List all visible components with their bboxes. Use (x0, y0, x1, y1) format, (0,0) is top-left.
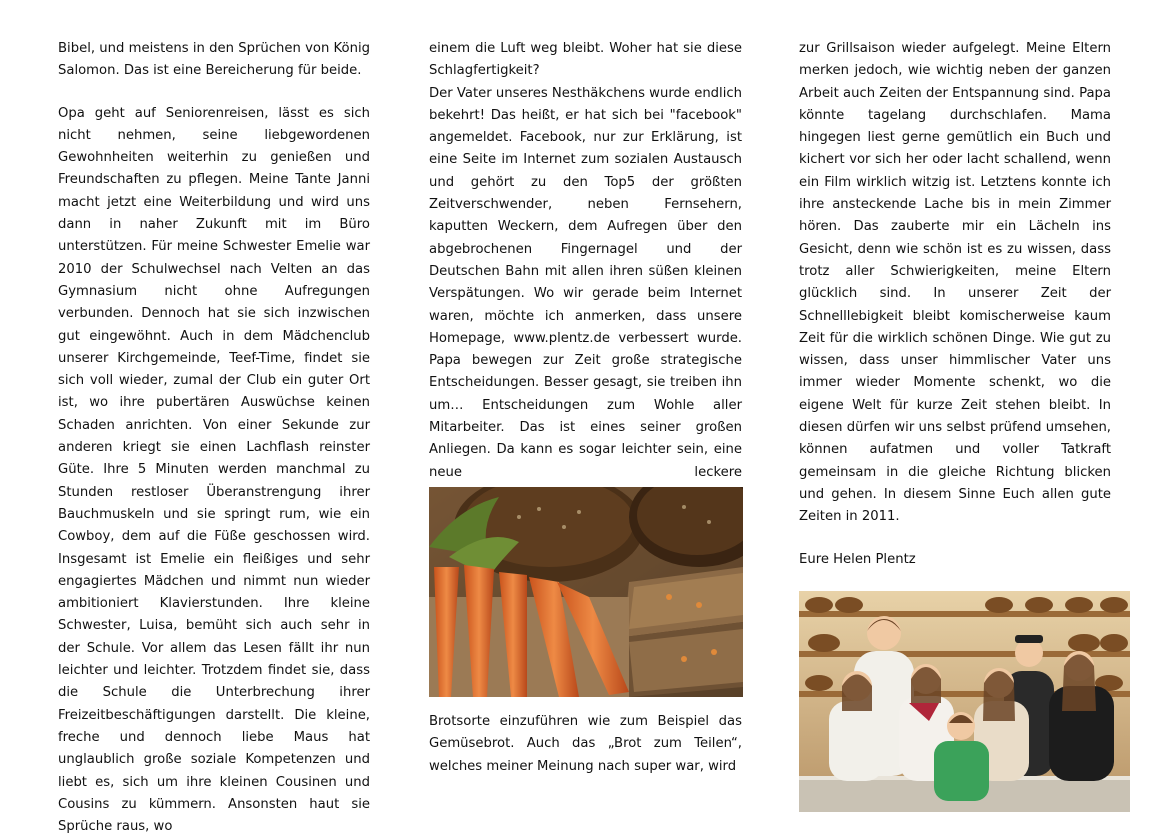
text-column-2 (429, 38, 742, 778)
paragraph: Der Vater unseres Nesthäkchens wurde endlich bekehrt! Das heißt, er hat sich bei "facebook" angemeldet. Facebook, nur zur Erklärung, ist eine Seite im Internet zum sozialen Austausch und gehört zu den Top5 der größten Zeitverschwender, neben Fernsehern, kaputten Weckern, dem Aufregen über den abgebrochenen Fingernagel und der Deutschen Bahn mit allen ihren süßen kleinen Verspätungen. Wo wir gerade beim Internet waren, möchte ich anmerken, dass unsere Homepage, www.plentz.de verbessert wurde. Papa bewegen zur Zeit große strategische Entscheidungen. Besser gesagt, sie treiben ihn um… Entscheidungen zum Wohle aller Mitarbeiter. Das ist eines seiner großen Anliegen. Da kann es sogar leichter sein, eine neue leckere (429, 85, 742, 480)
text-column-1 (58, 38, 370, 838)
paragraph: Bibel, und meistens in den Sprüchen von König Salomon. Das ist eine Bereicherung für beide. (58, 41, 370, 79)
family-bakery-photo (799, 591, 1130, 812)
bread-carrots-photo (429, 487, 743, 697)
paragraph: Opa geht auf Seniorenreisen, lässt es sich nicht nehmen, seine liebgewordenen Gewohnheiten weiterhin zu genießen und Freundschaften zu pflegen. Meine Tante Janni macht jetzt eine Weiterbildung und wird uns dann in naher Zukunft mit im Büro unterstützen. Für meine Schwester Emelie war 2010 der Schulwechsel nach Velten an das Gymnasium nicht ohne Aufregungen verbunden. Dennoch hat sie sich inzwischen gut eingewöhnt. Auch in dem Mädchenclub unserer Kirchgemeinde, Teef-Time, findet sie sich voll wieder, zumal der Club ein guter Ort ist, wo ihre pubertären Auswüchse keinen Schaden anrichten. Von einer Sekunde zur anderen kriegt sie einen Lachflash reinster Güte. Ihre 5 Minuten werden manchmal zu Stunden restloser Überanstrengung ihrer Bauchmuskeln und sie springt rum, wie ein Cowboy, dem auf die Füße geschossen wird. Insgesamt ist Emelie ein fleißiges und sehr engagiertes Mädchen und nimmt nun wieder ambitioniert Klavierstunden. Ihre kleine Schwester, Luisa, bemüht sich auch sehr in der Schule. Vor allem das Lesen fällt ihr nun leichter und leichter. Trotzdem findet sie, dass die Schule die Unterbrechung ihrer Freizeitbeschäftigungen darstellt. Die kleine, freche und dennoch liebe Maus hat unglaublich große soziale Kompetenzen und liebt es, sich um ihre kleinen Cousinen und Cousins zu kümmern. Ansonsten haut sie Sprüche raus, wo (58, 105, 370, 835)
text-column-3 (799, 38, 1111, 812)
paragraph: zur Grillsaison wieder aufgelegt. Meine Eltern merken jedoch, wie wichtig neben der ganzen Arbeit auch Zeiten der Entspannung sind. Papa könnte tagelang durchschlafen. Mama hingegen liest gerne gemütlich ein Buch und kichert vor sich her oder lacht schallend, wenn ein Film wirklich witzig ist. Letztens konnte ich ihre ansteckende Lache bis in mein Zimmer hören. Das zauberte mir ein Lächeln ins Gesicht, denn wie schön ist es zu wissen, dass trotz aller Schwierigkeiten, meine Eltern glücklich sind. In unserer Zeit der Schnelllebigkeit bleibt komischerweise kaum Zeit für die wirklich schönen Dinge. Wie gut zu wissen, dass unser himmlischer Vater uns immer wieder Momente schenkt, wo die eigene Welt für kurze Zeit stehen bleibt. In diesen dürfen wir uns selbst prüfend umsehen, können aufatmen und voller Tatkraft gemeinsam in die gleiche Richtung blicken und gehen. In diesem Sinne Euch allen gute Zeiten in 2011. (799, 41, 1111, 525)
signature: Eure Helen Plentz (799, 551, 916, 567)
paragraph: Brotsorte einzuführen wie zum Beispiel das Gemüsebrot. Auch das „Brot zum Teilen“, welches meiner Meinung nach super war, wird (429, 713, 742, 774)
paragraph: einem die Luft weg bleibt. Woher hat sie diese Schlagfertigkeit? (429, 41, 742, 79)
